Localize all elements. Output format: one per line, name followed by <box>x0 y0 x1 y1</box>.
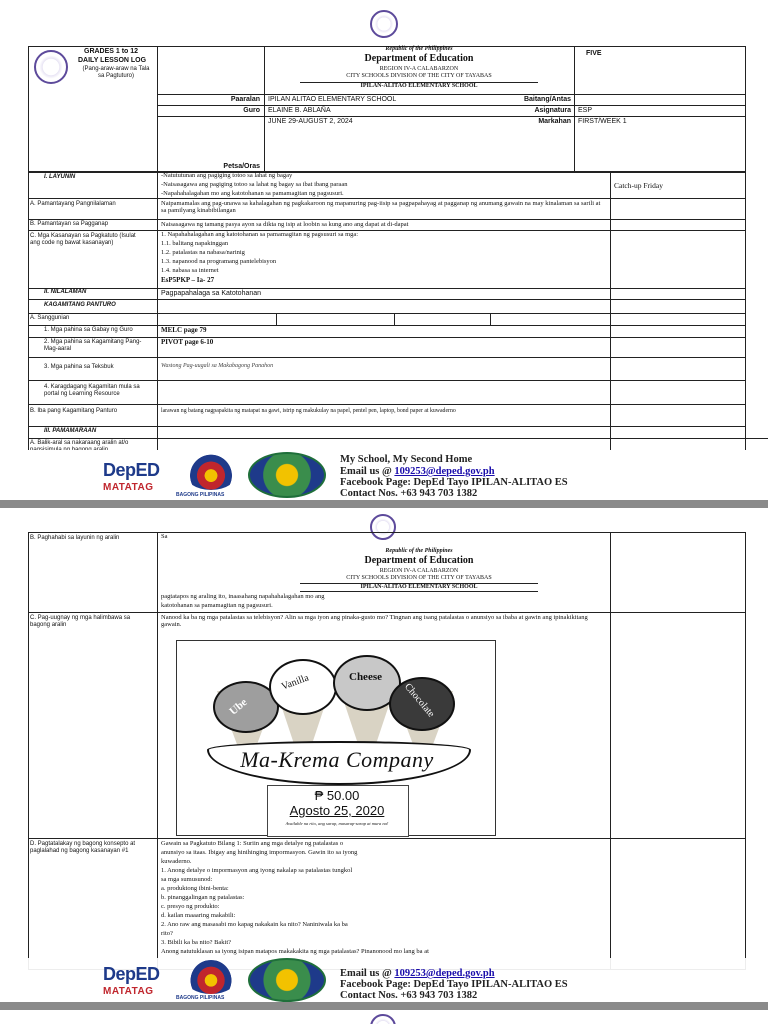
markahan-value: FIRST/WEEK 1 <box>578 118 627 125</box>
kasanayan-line-4: 1.3. napanood na programang pantelebisyon <box>161 258 277 265</box>
paghahabi-label: B. Paghahabi sa layunin ng aralin <box>30 535 120 541</box>
footer-contact-2: Contact Nos. +63 943 703 1382 <box>340 990 478 1001</box>
paghahabi-line-1: pagtatapos ng araling ito, inaasahang napahahalagahan mo ang <box>161 593 325 600</box>
footer-email-link-2[interactable]: 109253@deped.gov.ph <box>394 968 495 979</box>
region-text-2: REGION IV-A CALABARZON <box>379 568 459 574</box>
footer-2 <box>0 958 768 1002</box>
ice-cream-ad <box>176 640 496 836</box>
nilalaman-label: II. NILALAMAN <box>44 289 87 295</box>
footer-facebook-2: Facebook Page: DepEd Tayo IPILAN-ALITAO ES <box>340 979 568 990</box>
teksbuk-value: Wastong Pag-uugali sa Makabagong Panahon <box>161 363 274 369</box>
vanilla-scoop <box>269 659 337 715</box>
gawain-line-6: a. produktong ibini-benta: <box>161 885 229 892</box>
catch-up-friday: Catch-up Friday <box>614 181 663 190</box>
sanggunian-label: A. Sanggunian <box>30 315 70 321</box>
page-3-top <box>0 1010 768 1024</box>
gawain-line-2: anunsiyo sa itaas. Ibigay ang hinihinging impormasyon. Gawin ito sa iyong <box>161 849 358 856</box>
kasanayan-line-1: 1. Napahahalagahan ang katotohanan sa pamamagitan ng pagsusuri sa mga: <box>161 231 359 238</box>
matatag-logo: MATATAG <box>103 482 154 493</box>
ube-label: Ube <box>227 696 250 718</box>
gawain-line-4: 1. Anong detalye o impormasyon ang iyong nakalap sa patalastas tungkol <box>161 867 353 874</box>
main-table <box>28 172 746 460</box>
kasanayan-label: C. Mga Kasanayan sa Pagkatuto (Isulat ang code ng bawat kasanayan) <box>30 233 136 246</box>
page-1 <box>0 0 768 500</box>
division-text: CITY SCHOOLS DIVISION OF THE CITY OF TAYABAS <box>346 73 492 79</box>
footer-facebook: Facebook Page: DepEd Tayo IPILAN-ALITAO ES <box>340 477 568 488</box>
gabay-guro-value: MELC page 79 <box>161 326 207 334</box>
kasanayan-line-2: 1.1. balitang napakinggan <box>161 240 229 247</box>
layunin-label: I. LAYUNIN <box>44 174 76 180</box>
pamantayan-pagganap-label: B. Pamantayan sa Pagganap <box>30 221 109 227</box>
iba-kagamitan-label: B. Iba pang Kagamitang Panturo <box>30 408 118 414</box>
gabay-guro-label: 1. Mga pahina sa Gabay ng Guro <box>44 327 133 333</box>
iba-kagamitan-value: larawan ng batang nagpapakita ng matapat na gawi, istrip ng makukulay na papel, pentel pen, laptop, bond paper at kuwaderno <box>161 408 456 414</box>
footer-motto: My School, My Second Home <box>340 454 473 465</box>
pamantayang-pangnilalaman-value: Naipamamalas ang pag-unawa sa kahalagahan ng pagkakaroon ng mapanuring pag-iisip sa pagpapahayag at pagganap ng anumang gawain na may kinalaman sa sarili at sa pamilyang kinabibilangan <box>161 200 601 215</box>
gawain-line-9: d. kailan maaaring makabili: <box>161 912 236 919</box>
bagong-pilipinas-logo-icon <box>184 454 238 490</box>
gawain-line-11: rito? <box>161 930 173 937</box>
school-letterhead: IPILAN-ALITAO ELEMENTARY SCHOOL <box>360 83 478 89</box>
layunin-line-3: -Napahahalagahan mo ang katotohanan sa pamamagitan ng pagsusuri. <box>161 190 344 197</box>
kasanayan-line-5: 1.4. nabasa sa internet <box>161 267 219 274</box>
kasanayan-line-3: 1.2. patalastas na nabasa/narinig <box>161 249 245 256</box>
paghahabi-top: Sa <box>161 533 168 540</box>
school-seal-icon <box>248 452 326 498</box>
republic-text: Republic of the Philippines <box>385 46 453 52</box>
bagong-pilipinas-logo-icon-2 <box>184 960 238 994</box>
learning-resource-label: 4. Karagdagang Kagamitan mula sa portal ng Learning Resource <box>44 384 140 397</box>
footer-email-link[interactable]: 109253@deped.gov.ph <box>394 466 495 477</box>
bagong-pilipinas-text: BAGONG PILIPINAS <box>176 492 225 498</box>
balik-aral-label: A. Balik-aral sa nakaraang aralin at/o <box>30 440 129 446</box>
footer-email <box>340 466 495 477</box>
layunin-line-1: -Natututunan ang pagiging totoo sa lahat ng bagay <box>161 172 293 179</box>
paaralan-value: IPILAN ALITAO ELEMENTARY SCHOOL <box>268 96 397 103</box>
gawain-line-7: b. pinanggalingan ng patalastas: <box>161 894 245 901</box>
deped-logo-2: DepED <box>103 964 160 984</box>
footer-email-prefix-2: Email us @ <box>340 968 392 979</box>
pamantayan-pagganap-value: Naisasagawa ng tamang pasya ayon sa dikta ng isip at loobin sa kung ano ang dapat at di-dapat <box>161 221 409 228</box>
footer-contact: Contact Nos. +63 943 703 1382 <box>340 488 478 499</box>
nilalaman-value: Pagpapahalaga sa Katotohanan <box>161 290 262 297</box>
footer-email-2 <box>340 968 495 979</box>
asignatura-value: ESP <box>578 107 593 114</box>
ad-tagline: Available na rito, ang sarap, masarap-sarap at mura na! <box>285 821 389 826</box>
republic-text-2: Republic of the Philippines <box>385 548 453 554</box>
deped-seal-logo-icon <box>34 50 68 84</box>
paghahabi-line-2: katotohanan sa pamamagitan ng pagsusuri. <box>161 602 273 609</box>
markahan-label: Markahan <box>538 118 571 125</box>
asignatura-label: Asignatura <box>534 107 571 114</box>
deped-seal-icon-3 <box>370 1014 396 1024</box>
log-subtitle: (Pang-araw-araw na Tala sa Pagtuturo) <box>82 66 150 79</box>
chocolate-label: Chocolate <box>402 681 437 720</box>
pamamaraan-label: III. PAMAMARAAN <box>44 428 97 434</box>
page-2 <box>0 508 768 1002</box>
school-letterhead-2: IPILAN-ALITAO ELEMENTARY SCHOOL <box>360 584 478 590</box>
department-text: Department of Education <box>364 53 474 64</box>
pamantayang-pangnilalaman-label: A. Pamantayang Pangnilalaman <box>30 201 116 207</box>
bagong-pilipinas-text-2: BAGONG PILIPINAS <box>176 995 225 1001</box>
pag-uugnay-value: Nanood ka ba ng mga patalastas sa telebisyon? Alin sa mga iyon ang pinaka-gusto mo? Tingnan ang isang patalastas o anunsiyo sa ibaba at gawin ang ipinakikitang gawain. <box>161 614 588 629</box>
dates-value: JUNE 29-AUGUST 2, 2024 <box>268 118 353 125</box>
deped-seal-icon <box>370 10 398 38</box>
gawain-line-3: kuwaderno. <box>161 858 192 865</box>
pag-uugnay-label: C. Pag-uugnay ng mga halimbawa sa bagong aralin <box>30 615 131 628</box>
price-value: ₱ 50.00 <box>314 788 360 803</box>
gawain-line-8: c. presyo ng produkto: <box>161 903 220 910</box>
guro-value: ELAINE B. ABLAÑA <box>268 107 331 114</box>
gawain-line-5: sa mga sumusunod: <box>161 876 213 883</box>
gawain-line-12: 3. Bibili ka ba nito? Bakit? <box>161 939 232 946</box>
guro-label: Guro <box>243 107 260 114</box>
deped-logo: DepED <box>103 460 160 480</box>
kagamitan-label: KAGAMITANG PANTURO <box>44 302 116 308</box>
gawain-line-13: Anong natutuklasan sa iyong isipan matapos makakakita ng mga patalastas? Pinanonood mo lang ba at <box>161 948 429 955</box>
kasanayan-code: EsP5PKP – Ia- 27 <box>161 276 215 284</box>
kagamitang-mag-aaral-label: 2. Mga pahina sa Kagamitang Pang-Mag-aaral <box>44 339 142 352</box>
division-text-2: CITY SCHOOLS DIVISION OF THE CITY OF TAYABAS <box>346 575 492 581</box>
gawain-line-1: Gawain sa Pagkatuto Bilang 1: Suriin ang mga detalye ng patalastas o <box>161 840 344 847</box>
region-text: REGION IV-A CALABARZON <box>379 66 459 72</box>
grade-value: FIVE <box>586 50 602 57</box>
footer-1 <box>0 450 768 500</box>
baitang-label: Baitang/Antas <box>523 96 571 103</box>
layunin-line-2: -Naisasagawa ang pagiging totoo sa lahat ng bagay sa ibat ibang paraan <box>161 181 348 188</box>
department-text-2: Department of Education <box>364 555 474 566</box>
matatag-logo-2: MATATAG <box>103 986 154 997</box>
log-title: DAILY LESSON LOG <box>78 57 147 64</box>
pagtatalakay-label: D. Pagtatalakay ng bagong konsepto at paglalahad ng bagong kasanayan #1 <box>30 841 136 854</box>
kagamitang-mag-aaral-value: PIVOT page 6-10 <box>161 338 214 346</box>
brand-name: Ma-Krema Company <box>240 747 434 772</box>
school-seal-icon-2 <box>248 958 326 1002</box>
ad-date: Agosto 25, 2020 <box>289 803 385 818</box>
teksbuk-label: 3. Mga pahina sa Teksbuk <box>44 364 114 370</box>
cheese-label: Cheese <box>349 671 382 683</box>
paaralan-label: Paaralan <box>230 96 260 103</box>
footer-email-prefix: Email us @ <box>340 466 392 477</box>
vanilla-label: Vanilla <box>279 672 311 693</box>
grades-title: GRADES 1 to 12 <box>84 48 139 55</box>
petsa-label: Petsa/Oras <box>223 163 260 170</box>
gawain-line-10: 2. Ano raw ang masasabi mo kapag nakakain ka nito? Naniniwala ka ba <box>161 921 348 928</box>
